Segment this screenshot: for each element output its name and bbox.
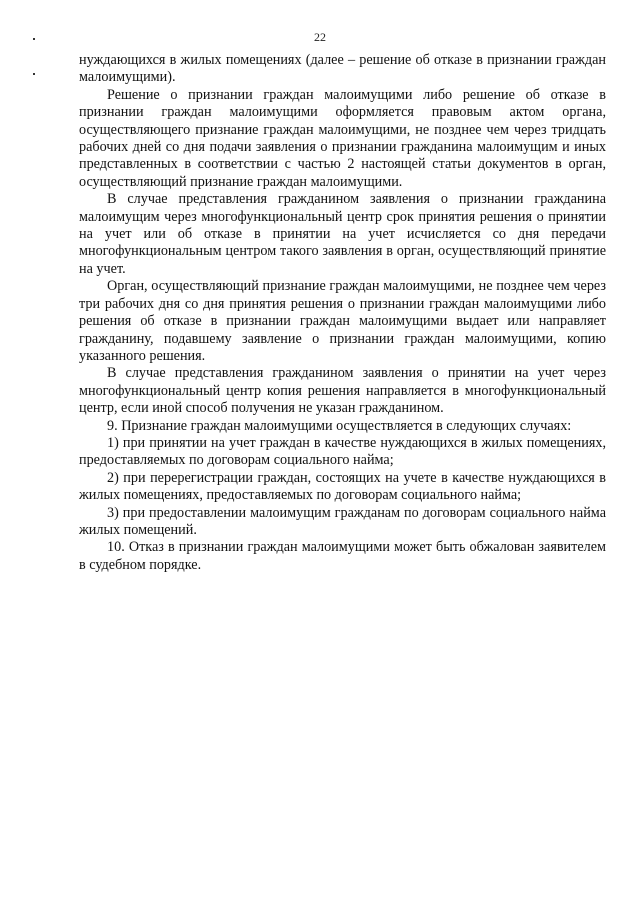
page-number: 22 bbox=[314, 30, 326, 44]
paragraph-subitem-3: 3) при предоставлении малоимущим гражданам по договорам социального найма жилых помещений. bbox=[79, 504, 606, 538]
paragraph-item-9: 9. Признание граждан малоимущими осуществляется в следующих случаях: bbox=[107, 417, 572, 434]
paragraph-decision-term: Решение о признании граждан малоимущими либо решение об отказе в признании граждан малоимущими оформляется правовым актом органа, осуществляющего признание граждан малоимущими, не позднее чем через тридцать рабочих дней со дня подачи заявления о признании гражданина малоимущим и иных представленных в соответствии с частью 2 настоящей статьи документов в орган, осуществляющий признание граждан малоимущими. bbox=[79, 86, 606, 190]
paragraph-subitem-2: 2) при перерегистрации граждан, состоящих на учете в качестве нуждающихся в жилых помещениях, предоставляемых по договорам социального найма; bbox=[79, 469, 606, 504]
margin-mark bbox=[33, 73, 35, 75]
margin-mark bbox=[33, 38, 35, 40]
paragraph-mfc-copy: В случае представления гражданином заявления о принятии на учет через многофункциональный центр копия решения направляется в многофункциональный центр, если иной способ получения не указан гражданином. bbox=[79, 365, 606, 417]
body-text bbox=[79, 52, 606, 574]
paragraph-item-10: 10. Отказ в признании граждан малоимущими может быть обжалован заявителем в судебном порядке. bbox=[79, 539, 606, 573]
paragraph-mfc-term: В случае представления гражданином заявления о признании гражданина малоимущим через многофункциональный центр срок принятия решения о принятии на учет или об отказе в принятии на учет исчисляется со дня передачи многофункциональным центром такого заявления в орган, осуществляющий принятие на учет. bbox=[79, 191, 606, 277]
paragraph-continuation: нуждающихся в жилых помещениях (далее – решение об отказе в признании граждан малоимущими). bbox=[79, 52, 606, 86]
paragraph-decision-copy: Орган, осуществляющий признание граждан малоимущими, не позднее чем через три рабочих дня со дня принятия решения о признании граждан малоимущими либо решения об отказе в признании граждан малоимущими выдает или направляет гражданину, подавшему заявление о признании граждан малоимущими, копию указанного решения. bbox=[79, 278, 606, 364]
paragraph-subitem-1: 1) при принятии на учет граждан в качестве нуждающихся в жилых помещениях, предоставляемых по договорам социального найма; bbox=[79, 434, 606, 469]
